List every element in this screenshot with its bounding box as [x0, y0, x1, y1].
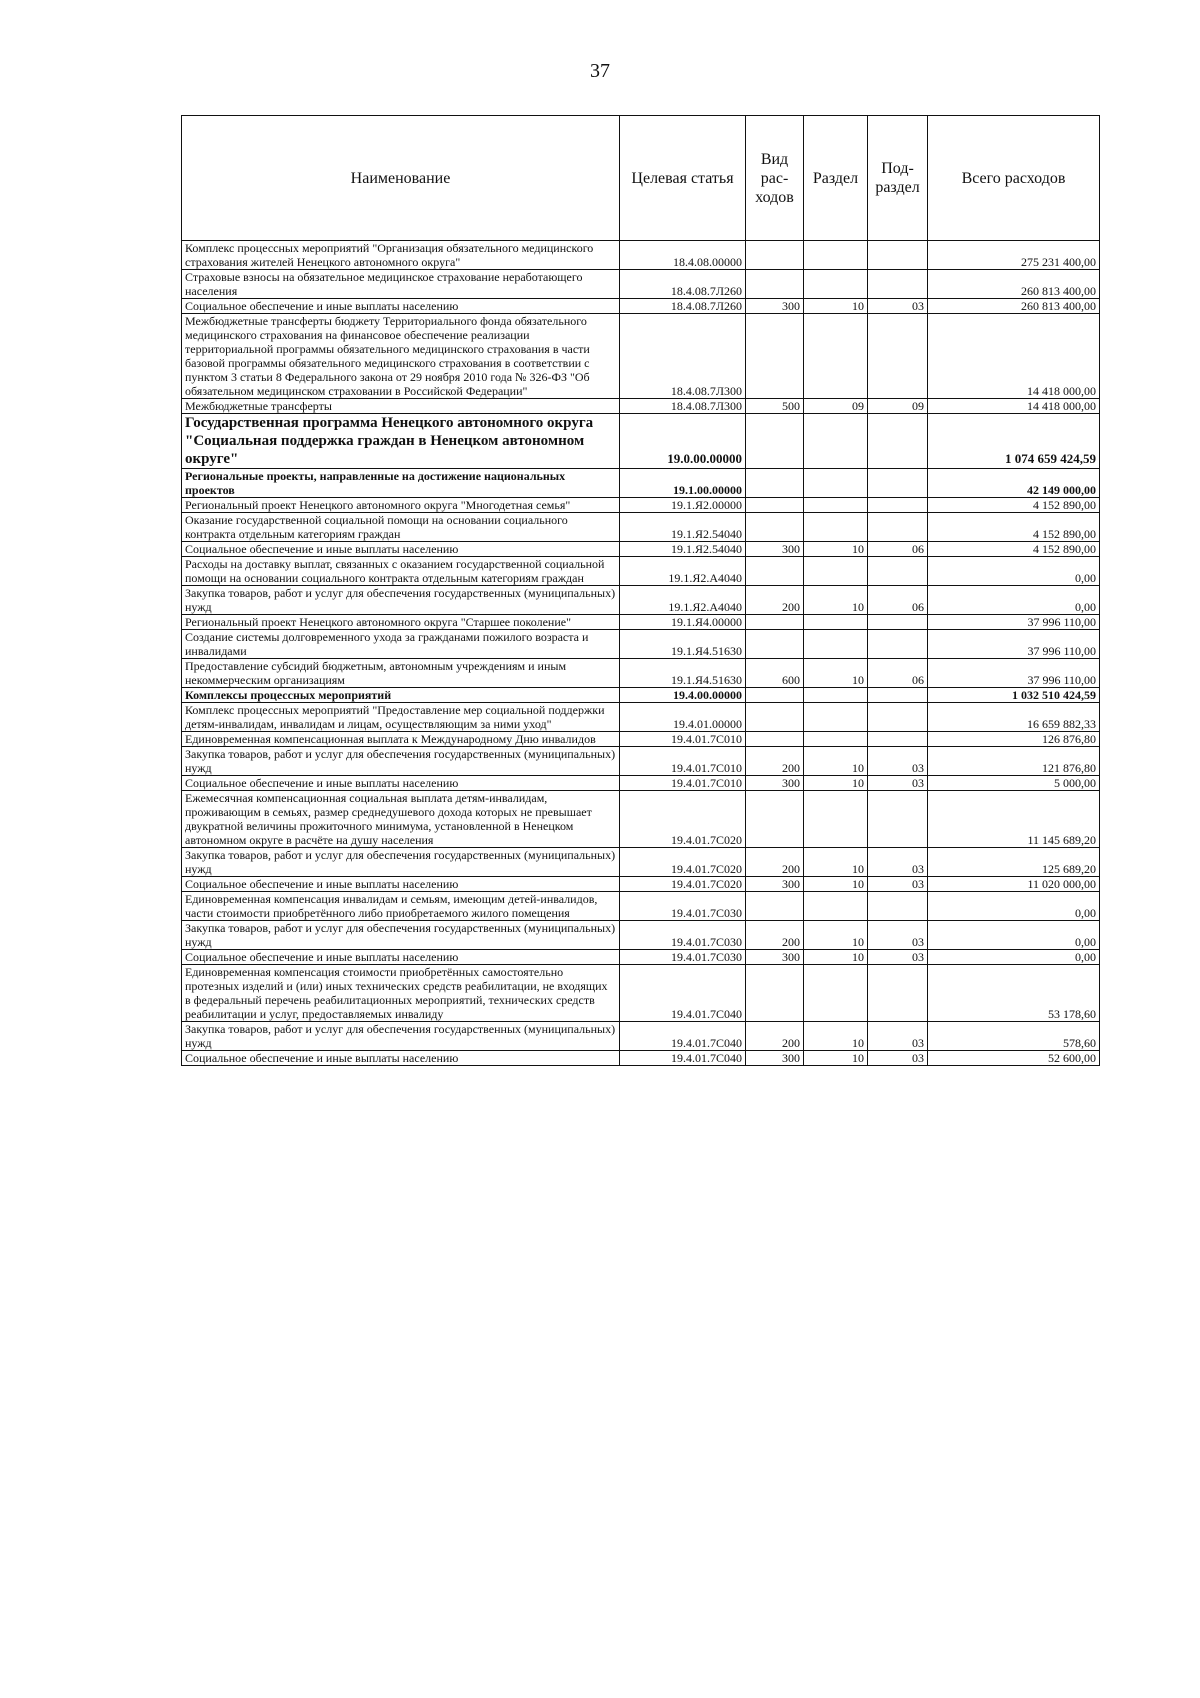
row-section [804, 732, 868, 747]
row-subsection: 06 [868, 586, 928, 615]
row-subsection [868, 270, 928, 299]
row-total: 37 996 110,00 [928, 630, 1100, 659]
row-target-code: 19.4.01.7С030 [620, 921, 746, 950]
table-row [182, 703, 1100, 732]
row-target-code: 18.4.08.7Л300 [620, 314, 746, 399]
row-name: Единовременная компенсация инвалидам и семьям, имеющим детей-инвалидов, части стоимости приобретённого либо приобретаемого жилого помещения [182, 892, 620, 921]
row-name: Закупка товаров, работ и услуг для обеспечения государственных (муниципальных) нужд [182, 921, 620, 950]
row-kind [746, 892, 804, 921]
row-subsection: 03 [868, 848, 928, 877]
row-subsection: 03 [868, 877, 928, 892]
row-section: 10 [804, 747, 868, 776]
row-name: Закупка товаров, работ и услуг для обеспечения государственных (муниципальных) нужд [182, 747, 620, 776]
row-section: 10 [804, 1022, 868, 1051]
row-kind: 600 [746, 659, 804, 688]
row-kind: 500 [746, 399, 804, 414]
row-subsection: 03 [868, 950, 928, 965]
table-header-row [182, 116, 1100, 241]
table-row [182, 270, 1100, 299]
row-target-code: 19.1.Я2.А4040 [620, 586, 746, 615]
row-section: 10 [804, 848, 868, 877]
row-subsection [868, 732, 928, 747]
row-name: Социальное обеспечение и иные выплаты населению [182, 542, 620, 557]
row-subsection [868, 892, 928, 921]
table-row [182, 498, 1100, 513]
table-row [182, 469, 1100, 498]
row-subsection [868, 703, 928, 732]
row-section [804, 498, 868, 513]
row-kind: 200 [746, 921, 804, 950]
row-section [804, 791, 868, 848]
row-section: 10 [804, 542, 868, 557]
row-target-code: 19.4.01.7С010 [620, 732, 746, 747]
row-section: 10 [804, 877, 868, 892]
row-target-code: 19.4.00.00000 [620, 688, 746, 703]
table-row [182, 659, 1100, 688]
row-subsection [868, 630, 928, 659]
row-name: Социальное обеспечение и иные выплаты населению [182, 877, 620, 892]
table-row [182, 688, 1100, 703]
table-body [182, 241, 1100, 1066]
table-row [182, 542, 1100, 557]
row-subsection [868, 688, 928, 703]
row-target-code: 19.1.Я4.51630 [620, 630, 746, 659]
row-name: Социальное обеспечение и иные выплаты населению [182, 1051, 620, 1066]
header-name: Наименование [182, 116, 620, 241]
row-kind [746, 498, 804, 513]
row-target-code: 19.4.01.7С030 [620, 892, 746, 921]
row-kind [746, 557, 804, 586]
row-name: Оказание государственной социальной помощи на основании социального контракта отдельным категориям граждан [182, 513, 620, 542]
row-kind: 300 [746, 299, 804, 314]
row-name: Закупка товаров, работ и услуг для обеспечения государственных (муниципальных) нужд [182, 586, 620, 615]
row-name: Социальное обеспечение и иные выплаты населению [182, 950, 620, 965]
table-row [182, 965, 1100, 1022]
row-subsection: 03 [868, 776, 928, 791]
row-name: Государственная программа Ненецкого автономного округа "Социальная поддержка граждан в Ненецком автономном округе" [182, 414, 620, 469]
row-total: 5 000,00 [928, 776, 1100, 791]
row-name: Комплекс процессных мероприятий "Организация обязательного медицинского страхования жителей Ненецкого автономного округа" [182, 241, 620, 270]
row-name: Региональный проект Ненецкого автономного округа "Старшее поколение" [182, 615, 620, 630]
row-total: 260 813 400,00 [928, 299, 1100, 314]
row-name: Региональный проект Ненецкого автономного округа "Многодетная семья" [182, 498, 620, 513]
budget-table [181, 115, 1100, 1066]
row-name: Межбюджетные трансферты [182, 399, 620, 414]
row-target-code: 19.0.00.00000 [620, 414, 746, 469]
row-section: 10 [804, 950, 868, 965]
row-name: Страховые взносы на обязательное медицинское страхование неработающего населения [182, 270, 620, 299]
row-kind [746, 270, 804, 299]
row-target-code: 19.4.01.7С020 [620, 791, 746, 848]
row-kind: 200 [746, 586, 804, 615]
row-subsection: 09 [868, 399, 928, 414]
row-name: Региональные проекты, направленные на достижение национальных проектов [182, 469, 620, 498]
row-kind: 300 [746, 542, 804, 557]
row-section: 10 [804, 1051, 868, 1066]
row-total: 1 074 659 424,59 [928, 414, 1100, 469]
row-total: 14 418 000,00 [928, 314, 1100, 399]
header-target: Целевая статья [620, 116, 746, 241]
row-section [804, 557, 868, 586]
table-row [182, 615, 1100, 630]
row-kind: 300 [746, 950, 804, 965]
row-kind [746, 314, 804, 399]
row-section: 10 [804, 299, 868, 314]
row-target-code: 19.4.01.7С010 [620, 776, 746, 791]
row-kind [746, 965, 804, 1022]
row-total: 4 152 890,00 [928, 498, 1100, 513]
header-subsection: Под-раздел [868, 116, 928, 241]
row-total: 53 178,60 [928, 965, 1100, 1022]
row-kind [746, 241, 804, 270]
row-section [804, 513, 868, 542]
row-target-code: 19.4.01.7С040 [620, 1022, 746, 1051]
row-kind [746, 469, 804, 498]
row-target-code: 19.1.Я2.А4040 [620, 557, 746, 586]
row-total: 52 600,00 [928, 1051, 1100, 1066]
row-total: 14 418 000,00 [928, 399, 1100, 414]
row-section: 10 [804, 921, 868, 950]
row-subsection: 03 [868, 921, 928, 950]
row-name: Комплекс процессных мероприятий "Предоставление мер социальной поддержки детям-инвалидам, инвалидам и лицам, осуществляющим за ними уход" [182, 703, 620, 732]
row-section [804, 615, 868, 630]
row-subsection [868, 513, 928, 542]
row-total: 37 996 110,00 [928, 615, 1100, 630]
row-total: 0,00 [928, 921, 1100, 950]
row-total: 0,00 [928, 557, 1100, 586]
row-subsection: 03 [868, 1022, 928, 1051]
row-subsection [868, 241, 928, 270]
row-subsection [868, 791, 928, 848]
row-kind: 200 [746, 747, 804, 776]
row-section: 10 [804, 586, 868, 615]
table-row [182, 557, 1100, 586]
row-total: 260 813 400,00 [928, 270, 1100, 299]
row-total: 16 659 882,33 [928, 703, 1100, 732]
row-section: 10 [804, 659, 868, 688]
row-target-code: 19.1.Я4.00000 [620, 615, 746, 630]
row-section [804, 965, 868, 1022]
row-target-code: 19.4.01.7С020 [620, 848, 746, 877]
table-row [182, 1051, 1100, 1066]
table-row [182, 314, 1100, 399]
page-number: 37 [590, 60, 610, 82]
row-section [804, 630, 868, 659]
row-target-code: 18.4.08.7Л260 [620, 270, 746, 299]
row-subsection: 03 [868, 299, 928, 314]
row-total: 275 231 400,00 [928, 241, 1100, 270]
row-total: 126 876,80 [928, 732, 1100, 747]
row-kind [746, 513, 804, 542]
row-section [804, 270, 868, 299]
row-total: 11 020 000,00 [928, 877, 1100, 892]
row-subsection [868, 414, 928, 469]
row-total: 4 152 890,00 [928, 513, 1100, 542]
row-kind [746, 791, 804, 848]
row-target-code: 19.4.01.7С040 [620, 965, 746, 1022]
row-target-code: 19.4.01.7С040 [620, 1051, 746, 1066]
row-name: Закупка товаров, работ и услуг для обеспечения государственных (муниципальных) нужд [182, 848, 620, 877]
row-section [804, 703, 868, 732]
row-kind [746, 414, 804, 469]
row-total: 0,00 [928, 586, 1100, 615]
table-row [182, 791, 1100, 848]
row-target-code: 18.4.08.00000 [620, 241, 746, 270]
table-row [182, 586, 1100, 615]
row-kind [746, 630, 804, 659]
row-section [804, 314, 868, 399]
row-total: 578,60 [928, 1022, 1100, 1051]
row-subsection [868, 314, 928, 399]
header-total: Всего расходов [928, 116, 1100, 241]
row-kind [746, 615, 804, 630]
row-subsection [868, 557, 928, 586]
table-row [182, 732, 1100, 747]
row-target-code: 18.4.08.7Л260 [620, 299, 746, 314]
table-row [182, 921, 1100, 950]
row-kind [746, 732, 804, 747]
table-row [182, 241, 1100, 270]
row-target-code: 19.1.Я2.00000 [620, 498, 746, 513]
row-section [804, 892, 868, 921]
table-row [182, 950, 1100, 965]
row-name: Создание системы долговременного ухода за гражданами пожилого возраста и инвалидами [182, 630, 620, 659]
row-section [804, 469, 868, 498]
row-subsection: 03 [868, 1051, 928, 1066]
row-subsection: 03 [868, 747, 928, 776]
row-name: Комплексы процессных мероприятий [182, 688, 620, 703]
table-row [182, 299, 1100, 314]
row-section [804, 241, 868, 270]
row-total: 0,00 [928, 950, 1100, 965]
table-row [182, 513, 1100, 542]
row-section [804, 414, 868, 469]
row-total: 4 152 890,00 [928, 542, 1100, 557]
row-target-code: 18.4.08.7Л300 [620, 399, 746, 414]
row-kind: 300 [746, 776, 804, 791]
row-target-code: 19.4.01.7С010 [620, 747, 746, 776]
row-total: 1 032 510 424,59 [928, 688, 1100, 703]
row-target-code: 19.4.01.7С030 [620, 950, 746, 965]
row-name: Расходы на доставку выплат, связанных с оказанием государственной социальной помощи на основании социального контракта отдельным категориям граждан [182, 557, 620, 586]
table-row [182, 747, 1100, 776]
row-kind: 200 [746, 848, 804, 877]
row-target-code: 19.1.Я4.51630 [620, 659, 746, 688]
row-name: Межбюджетные трансферты бюджету Территориального фонда обязательного медицинского страхования на финансовое обеспечение реализации территориальной программы обязательного медицинского страхования в части базовой программы обязательного медицинского страхования в соответствии с пунктом 3 статьи 8 Федерального закона от 29 ноября 2010 года № 326-ФЗ "Об обязательном медицинском страховании в Российской Федерации" [182, 314, 620, 399]
header-kind: Вид рас-ходов [746, 116, 804, 241]
row-subsection [868, 469, 928, 498]
row-total: 125 689,20 [928, 848, 1100, 877]
row-subsection [868, 965, 928, 1022]
row-total: 121 876,80 [928, 747, 1100, 776]
table-row [182, 848, 1100, 877]
row-name: Социальное обеспечение и иные выплаты населению [182, 776, 620, 791]
table-row [182, 414, 1100, 469]
row-target-code: 19.4.01.00000 [620, 703, 746, 732]
row-subsection: 06 [868, 659, 928, 688]
row-kind [746, 703, 804, 732]
row-name: Ежемесячная компенсационная социальная выплата детям-инвалидам, проживающим в семьях, размер среднедушевого дохода которых не превышает двукратной величины прожиточного минимума, установленной в Ненецком автономном округе в расчёте на душу населения [182, 791, 620, 848]
row-name: Закупка товаров, работ и услуг для обеспечения государственных (муниципальных) нужд [182, 1022, 620, 1051]
row-section: 10 [804, 776, 868, 791]
row-subsection: 06 [868, 542, 928, 557]
table-row [182, 399, 1100, 414]
table-row [182, 877, 1100, 892]
row-name: Социальное обеспечение и иные выплаты населению [182, 299, 620, 314]
row-subsection [868, 615, 928, 630]
row-kind [746, 688, 804, 703]
header-section: Раздел [804, 116, 868, 241]
row-target-code: 19.1.Я2.54040 [620, 542, 746, 557]
table-row [182, 776, 1100, 791]
row-target-code: 19.4.01.7С020 [620, 877, 746, 892]
row-kind: 300 [746, 877, 804, 892]
table-row [182, 1022, 1100, 1051]
row-kind: 200 [746, 1022, 804, 1051]
row-name: Предоставление субсидий бюджетным, автономным учреждениям и иным некоммерческим организациям [182, 659, 620, 688]
row-subsection [868, 498, 928, 513]
row-name: Единовременная компенсационная выплата к Международному Дню инвалидов [182, 732, 620, 747]
row-kind: 300 [746, 1051, 804, 1066]
row-total: 11 145 689,20 [928, 791, 1100, 848]
row-total: 42 149 000,00 [928, 469, 1100, 498]
table-row [182, 630, 1100, 659]
table-row [182, 892, 1100, 921]
row-target-code: 19.1.Я2.54040 [620, 513, 746, 542]
row-section: 09 [804, 399, 868, 414]
row-total: 37 996 110,00 [928, 659, 1100, 688]
row-name: Единовременная компенсация стоимости приобретённых самостоятельно протезных изделий и (или) иных технических средств реабилитации, не входящих в федеральный перечень реабилитационных мероприятий, технических средств реабилитации и услуг, предоставляемых инвалиду [182, 965, 620, 1022]
row-total: 0,00 [928, 892, 1100, 921]
row-section [804, 688, 868, 703]
row-target-code: 19.1.00.00000 [620, 469, 746, 498]
